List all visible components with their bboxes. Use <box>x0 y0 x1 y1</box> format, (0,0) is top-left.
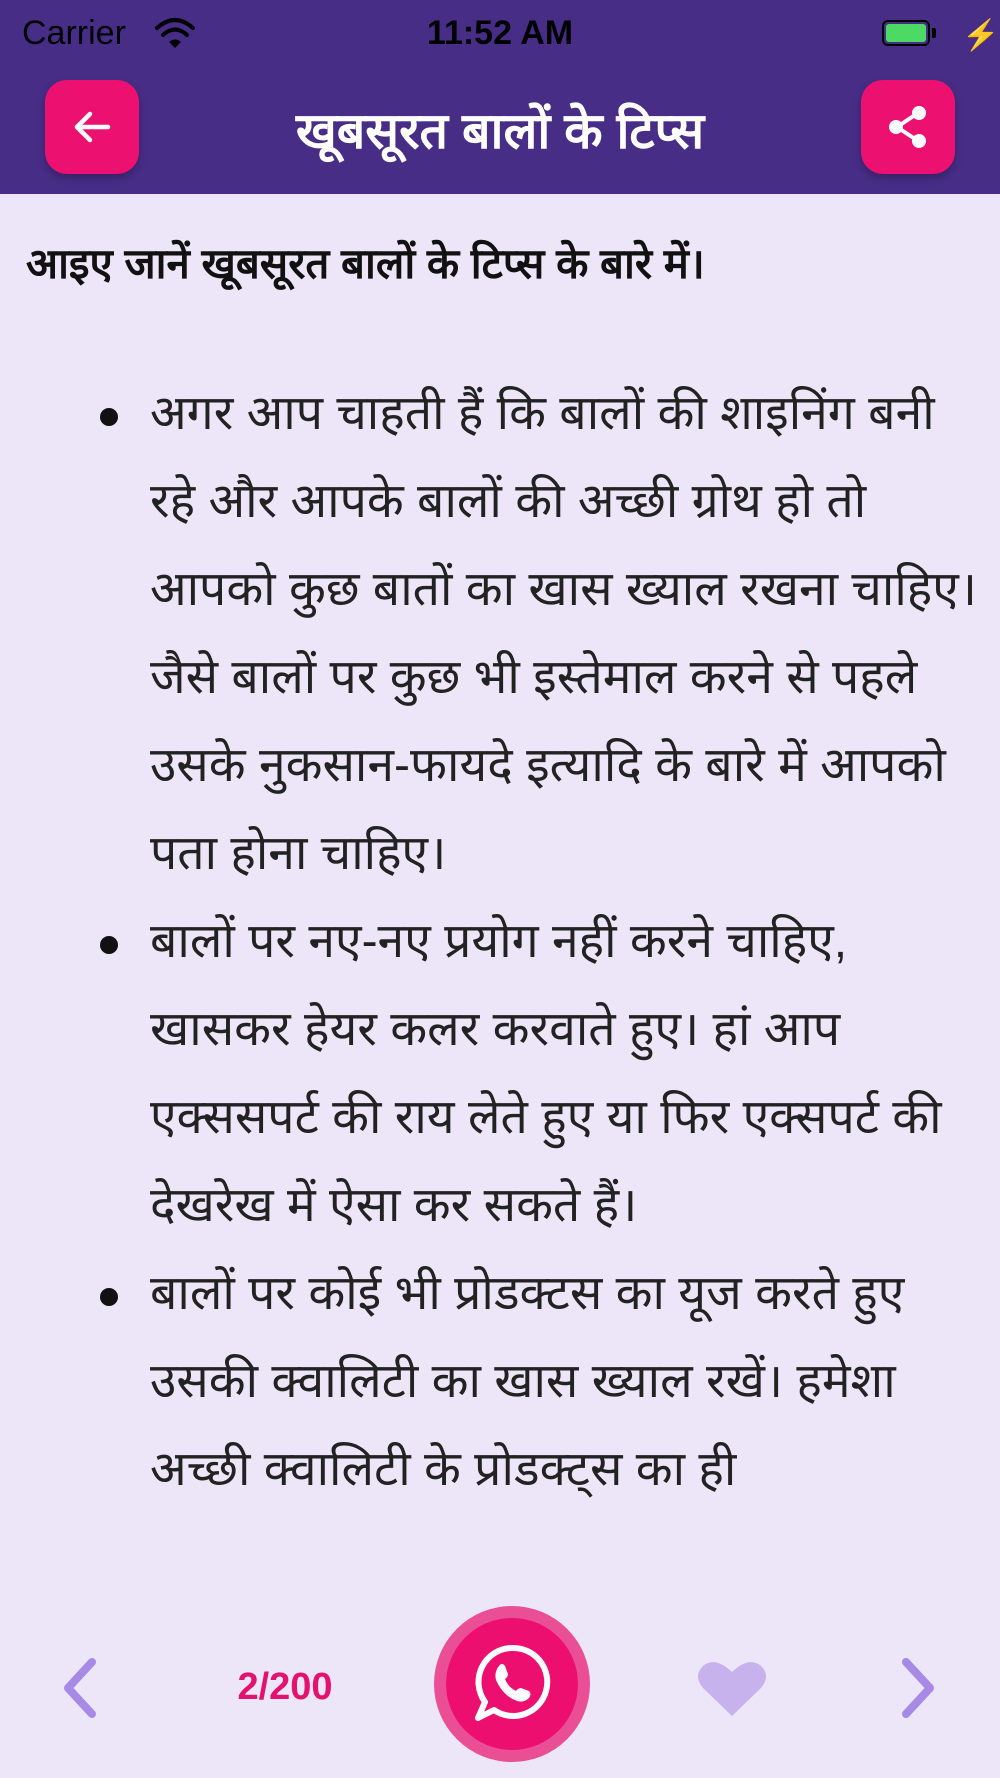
list-item: अगर आप चाहती हैं कि बालों की शाइनिंग बनी रहे और आपके बालों की अच्छी ग्रोथ हो तो आपको कुछ बातों का खास ख्याल रखना चाहिए। जैसे बालों पर कुछ भी इस्तेमाल करने से पहले उसके नुकसान-फायदे इत्यादि के बारे में आपको पता होना चाहिए। <box>150 370 980 898</box>
article-content[interactable] <box>0 194 1000 1594</box>
page-title: खूबसूरत बालों के टिप्स <box>295 103 705 159</box>
status-bar <box>0 0 1000 70</box>
back-button[interactable] <box>45 80 139 174</box>
chevron-right-icon[interactable] <box>896 1656 940 1720</box>
status-time: 11:52 AM <box>426 14 574 52</box>
list-item: बालों पर नए-नए प्रयोग नहीं करने चाहिए, खासकर हेयर कलर करवाते हुए। हां आप एक्ससपर्ट की राय लेते हुए या फिर एक्सपर्ट की देखरेख में ऐसा कर सकते हैं। <box>150 898 980 1250</box>
whatsapp-icon <box>472 1642 552 1724</box>
app-header <box>0 0 1000 194</box>
share-button[interactable] <box>861 80 955 174</box>
page-counter: 2/200 <box>237 1666 333 1708</box>
bottom-toolbar <box>0 1594 1000 1778</box>
list-item: बालों पर कोई भी प्रोडक्टस का यूज करते हुए उसकी क्वालिटी का खास ख्याल रखें। हमेशा अच्छी क्वालिटी के प्रोडक्ट्स का ही <box>150 1250 980 1514</box>
arrow-left-icon <box>68 103 116 151</box>
battery-icon <box>882 20 930 46</box>
tips-list <box>80 370 980 1514</box>
whatsapp-button[interactable] <box>434 1606 590 1762</box>
article-heading: आइए जानें खूबसूरत बालों के टिप्स के बारे में। <box>26 240 705 287</box>
chevron-left-icon[interactable] <box>58 1656 102 1720</box>
charging-icon: ⚡ <box>962 19 1000 52</box>
battery-tip <box>932 28 936 38</box>
share-icon <box>884 103 932 151</box>
heart-icon[interactable] <box>697 1658 767 1718</box>
carrier-label: Carrier <box>22 14 126 52</box>
